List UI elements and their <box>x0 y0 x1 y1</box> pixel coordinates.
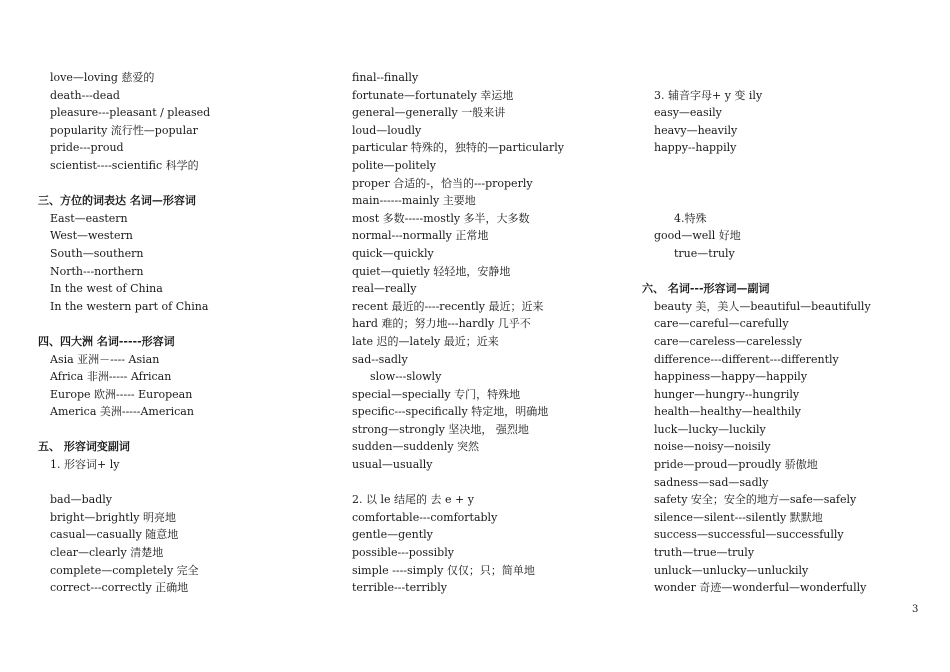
word-entry: South—southern <box>50 246 144 260</box>
word-entry: love—loving 慈爱的 <box>50 71 155 84</box>
word-entry: bad—badly <box>50 493 113 507</box>
word-entry: easy—easily <box>654 106 722 120</box>
word-entry: comfortable---comfortably <box>352 510 498 524</box>
word-entry: happiness—happy—happily <box>654 370 808 384</box>
blank-line <box>38 421 338 439</box>
blank-line <box>38 315 338 333</box>
word-entry: wonder 奇迹—wonderful—wonderfully <box>654 581 867 595</box>
word-entry: success—successful—successfully <box>654 528 844 542</box>
blank-line <box>642 192 942 210</box>
word-entry: hunger—hungry--hungrily <box>654 387 800 401</box>
blank-line <box>642 69 942 87</box>
word-entry: beauty 美，美人—beautiful—beautifully <box>654 299 871 313</box>
blank-line <box>38 474 338 492</box>
right-column <box>642 69 942 597</box>
word-entry: sadness—sad—sadly <box>654 475 769 489</box>
word-entry: good—well 好地 <box>654 229 741 243</box>
word-entry: sudden—suddenly 突然 <box>352 440 480 454</box>
section-heading: 三、方位的词表达 名词—形容词 <box>38 194 196 208</box>
section-heading: 六、 名词---形容词—副词 <box>642 282 770 296</box>
word-entry: health—healthy—healthily <box>654 405 801 419</box>
word-entry: normal---normally 正常地 <box>352 229 489 243</box>
word-entry: bright—brightly 明亮地 <box>50 510 176 524</box>
word-entry: 2. 以 le 结尾的 去 e + y <box>352 493 474 507</box>
blank-line <box>38 175 338 193</box>
word-entry: quick—quickly <box>352 246 434 260</box>
section-heading: 五、 形容词变副词 <box>38 440 130 454</box>
word-entry: complete—completely 完全 <box>50 563 199 577</box>
word-entry: proper 合适的-，恰当的---properly <box>352 176 533 190</box>
word-entry: heavy—heavily <box>654 123 738 137</box>
word-entry: real—really <box>352 282 417 296</box>
word-entry: true—truly <box>674 246 735 260</box>
word-entry: pride---proud <box>50 141 124 155</box>
word-entry: Africa 非洲----- African <box>50 370 172 384</box>
word-entry: Europe 欧洲----- European <box>50 387 193 401</box>
word-entry: hard 难的；努力地---hardly 几乎不 <box>352 317 531 331</box>
word-entry: North---northern <box>50 264 144 278</box>
word-entry: difference---different---differently <box>654 352 839 366</box>
word-entry: In the west of China <box>50 282 163 296</box>
word-entry: popularity 流行性—popular <box>50 123 198 137</box>
middle-column <box>352 69 637 597</box>
word-entry: simple ----simply 仅仅；只；简单地 <box>352 563 535 577</box>
word-entry: slow---slowly <box>370 370 442 384</box>
word-entry: silence—silent---silently 默默地 <box>654 510 823 524</box>
word-entry: unluck—unlucky—unluckily <box>654 563 809 577</box>
word-entry: specific---specifically 特定地，明确地 <box>352 405 549 419</box>
word-entry: safety 安全；安全的地方—safe—safely <box>654 493 857 507</box>
word-entry: gentle—gently <box>352 528 433 542</box>
word-entry: 4.特殊 <box>674 211 707 225</box>
blank-line <box>642 175 942 193</box>
blank-line <box>642 263 942 281</box>
word-entry: special—specially 专门，特殊地 <box>352 387 521 401</box>
word-entry: happy--happily <box>654 141 737 155</box>
word-entry: death---dead <box>50 88 120 102</box>
word-entry: noise—noisy—noisily <box>654 440 771 454</box>
word-entry: scientist----scientific 科学的 <box>50 158 199 172</box>
word-entry: West—western <box>50 229 133 243</box>
word-entry: 1. 形容词+ ly <box>50 458 120 472</box>
word-entry: pleasure---pleasant / pleased <box>50 106 211 120</box>
word-entry: possible---possibly <box>352 546 454 560</box>
word-entry: correct---correctly 正确地 <box>50 581 189 595</box>
word-entry: quiet—quietly 轻轻地，安静地 <box>352 264 511 278</box>
word-entry: late 迟的—lately 最近；近来 <box>352 334 499 348</box>
word-entry: fortunate—fortunately 幸运地 <box>352 88 514 102</box>
word-entry: usual—usually <box>352 458 433 472</box>
page-number: 3 <box>912 604 919 615</box>
word-entry: casual—casually 随意地 <box>50 528 179 542</box>
word-entry: loud—loudly <box>352 123 422 137</box>
word-entry: particular 特殊的，独特的—particularly <box>352 141 564 155</box>
blank-line <box>352 474 637 492</box>
word-entry: America 美洲-----American <box>50 405 194 419</box>
word-entry: truth—true—truly <box>654 546 755 560</box>
word-entry: most 多数-----mostly 多半，大多数 <box>352 211 530 225</box>
word-entry: 3. 辅音字母+ y 变 ily <box>654 88 763 102</box>
word-entry: recent 最近的----recently 最近；近来 <box>352 299 544 313</box>
word-entry: main------mainly 主要地 <box>352 194 476 208</box>
word-entry: In the western part of China <box>50 299 209 313</box>
word-entry: strong—strongly 坚决地， 强烈地 <box>352 422 529 436</box>
word-entry: care—careful—carefully <box>654 317 789 331</box>
word-entry: general—generally 一般来讲 <box>352 106 506 120</box>
word-entry: East—eastern <box>50 211 128 225</box>
word-entry: final--finally <box>352 71 419 84</box>
word-entry: care—careless—carelessly <box>654 334 802 348</box>
word-entry: terrible---terribly <box>352 581 447 595</box>
left-column <box>38 69 338 597</box>
word-entry: Asia 亚洲－---- Asian <box>50 352 160 366</box>
word-entry: sad--sadly <box>352 352 408 366</box>
word-entry: clear—clearly 清楚地 <box>50 546 164 560</box>
blank-line <box>642 157 942 175</box>
section-heading: 四、四大洲 名词-----形容词 <box>38 334 175 348</box>
word-entry: polite—politely <box>352 158 436 172</box>
word-entry: luck—lucky—luckily <box>654 422 766 436</box>
word-entry: pride—proud—proudly 骄傲地 <box>654 458 818 472</box>
